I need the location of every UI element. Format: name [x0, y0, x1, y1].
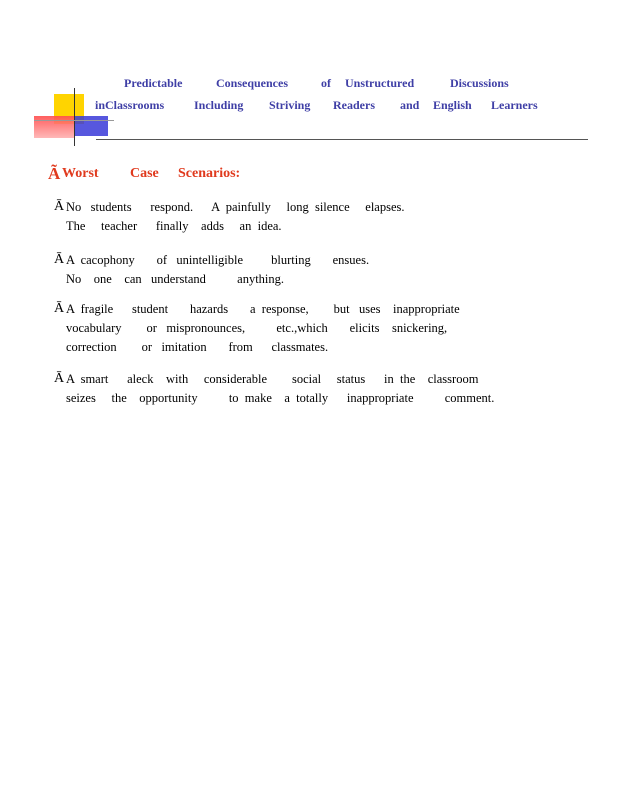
- logo-blue-square: [74, 116, 108, 136]
- logo-horizontal-line: [34, 120, 114, 121]
- item-bullet: Ā: [54, 301, 65, 316]
- item-bullet: Ā: [54, 371, 65, 386]
- title-word: and: [400, 98, 420, 112]
- heading-word: Case: [130, 166, 159, 181]
- title-word: Discussions: [450, 76, 509, 90]
- item-bullet: Ā: [54, 199, 65, 214]
- item-line: A cacophony of unintelligible blurting ensues.: [66, 253, 370, 267]
- item-line: correction or imitation from classmates.: [66, 340, 329, 354]
- item-bullet: Ā: [54, 252, 65, 267]
- title-word: Including: [194, 98, 244, 112]
- title-word: English: [433, 98, 472, 112]
- decorative-logo: [34, 88, 114, 150]
- title-divider: [96, 139, 588, 140]
- title-word: Readers: [333, 98, 375, 112]
- title-word: Learners: [491, 98, 538, 112]
- title-word: Consequences: [216, 76, 289, 90]
- title-word: inClassrooms: [95, 98, 165, 112]
- item-line: No students respond. A painfully long silence elapses.: [66, 200, 405, 214]
- title-word: Predictable: [124, 76, 183, 90]
- item-line: seizes the opportunity to make a totally inappropriate comment.: [66, 391, 495, 405]
- title-word: of: [321, 76, 331, 90]
- item-line: The teacher finally adds an idea.: [66, 219, 282, 233]
- heading-word: Scenarios:: [178, 166, 241, 181]
- title-word: Striving: [269, 98, 311, 112]
- item-line: vocabulary or mispronounces, etc.,which elicits snickering,: [66, 321, 448, 335]
- heading-bullet: Ã: [48, 164, 61, 183]
- item-line: No one can understand anything.: [66, 272, 285, 286]
- title-word: Unstructured: [345, 76, 415, 90]
- item-line: A fragile student hazards a response, but uses inappropriate: [66, 302, 460, 316]
- logo-vertical-line: [74, 88, 75, 146]
- item-line: A smart aleck with considerable social status in the classroom: [66, 372, 479, 386]
- heading-word: Worst: [62, 166, 99, 181]
